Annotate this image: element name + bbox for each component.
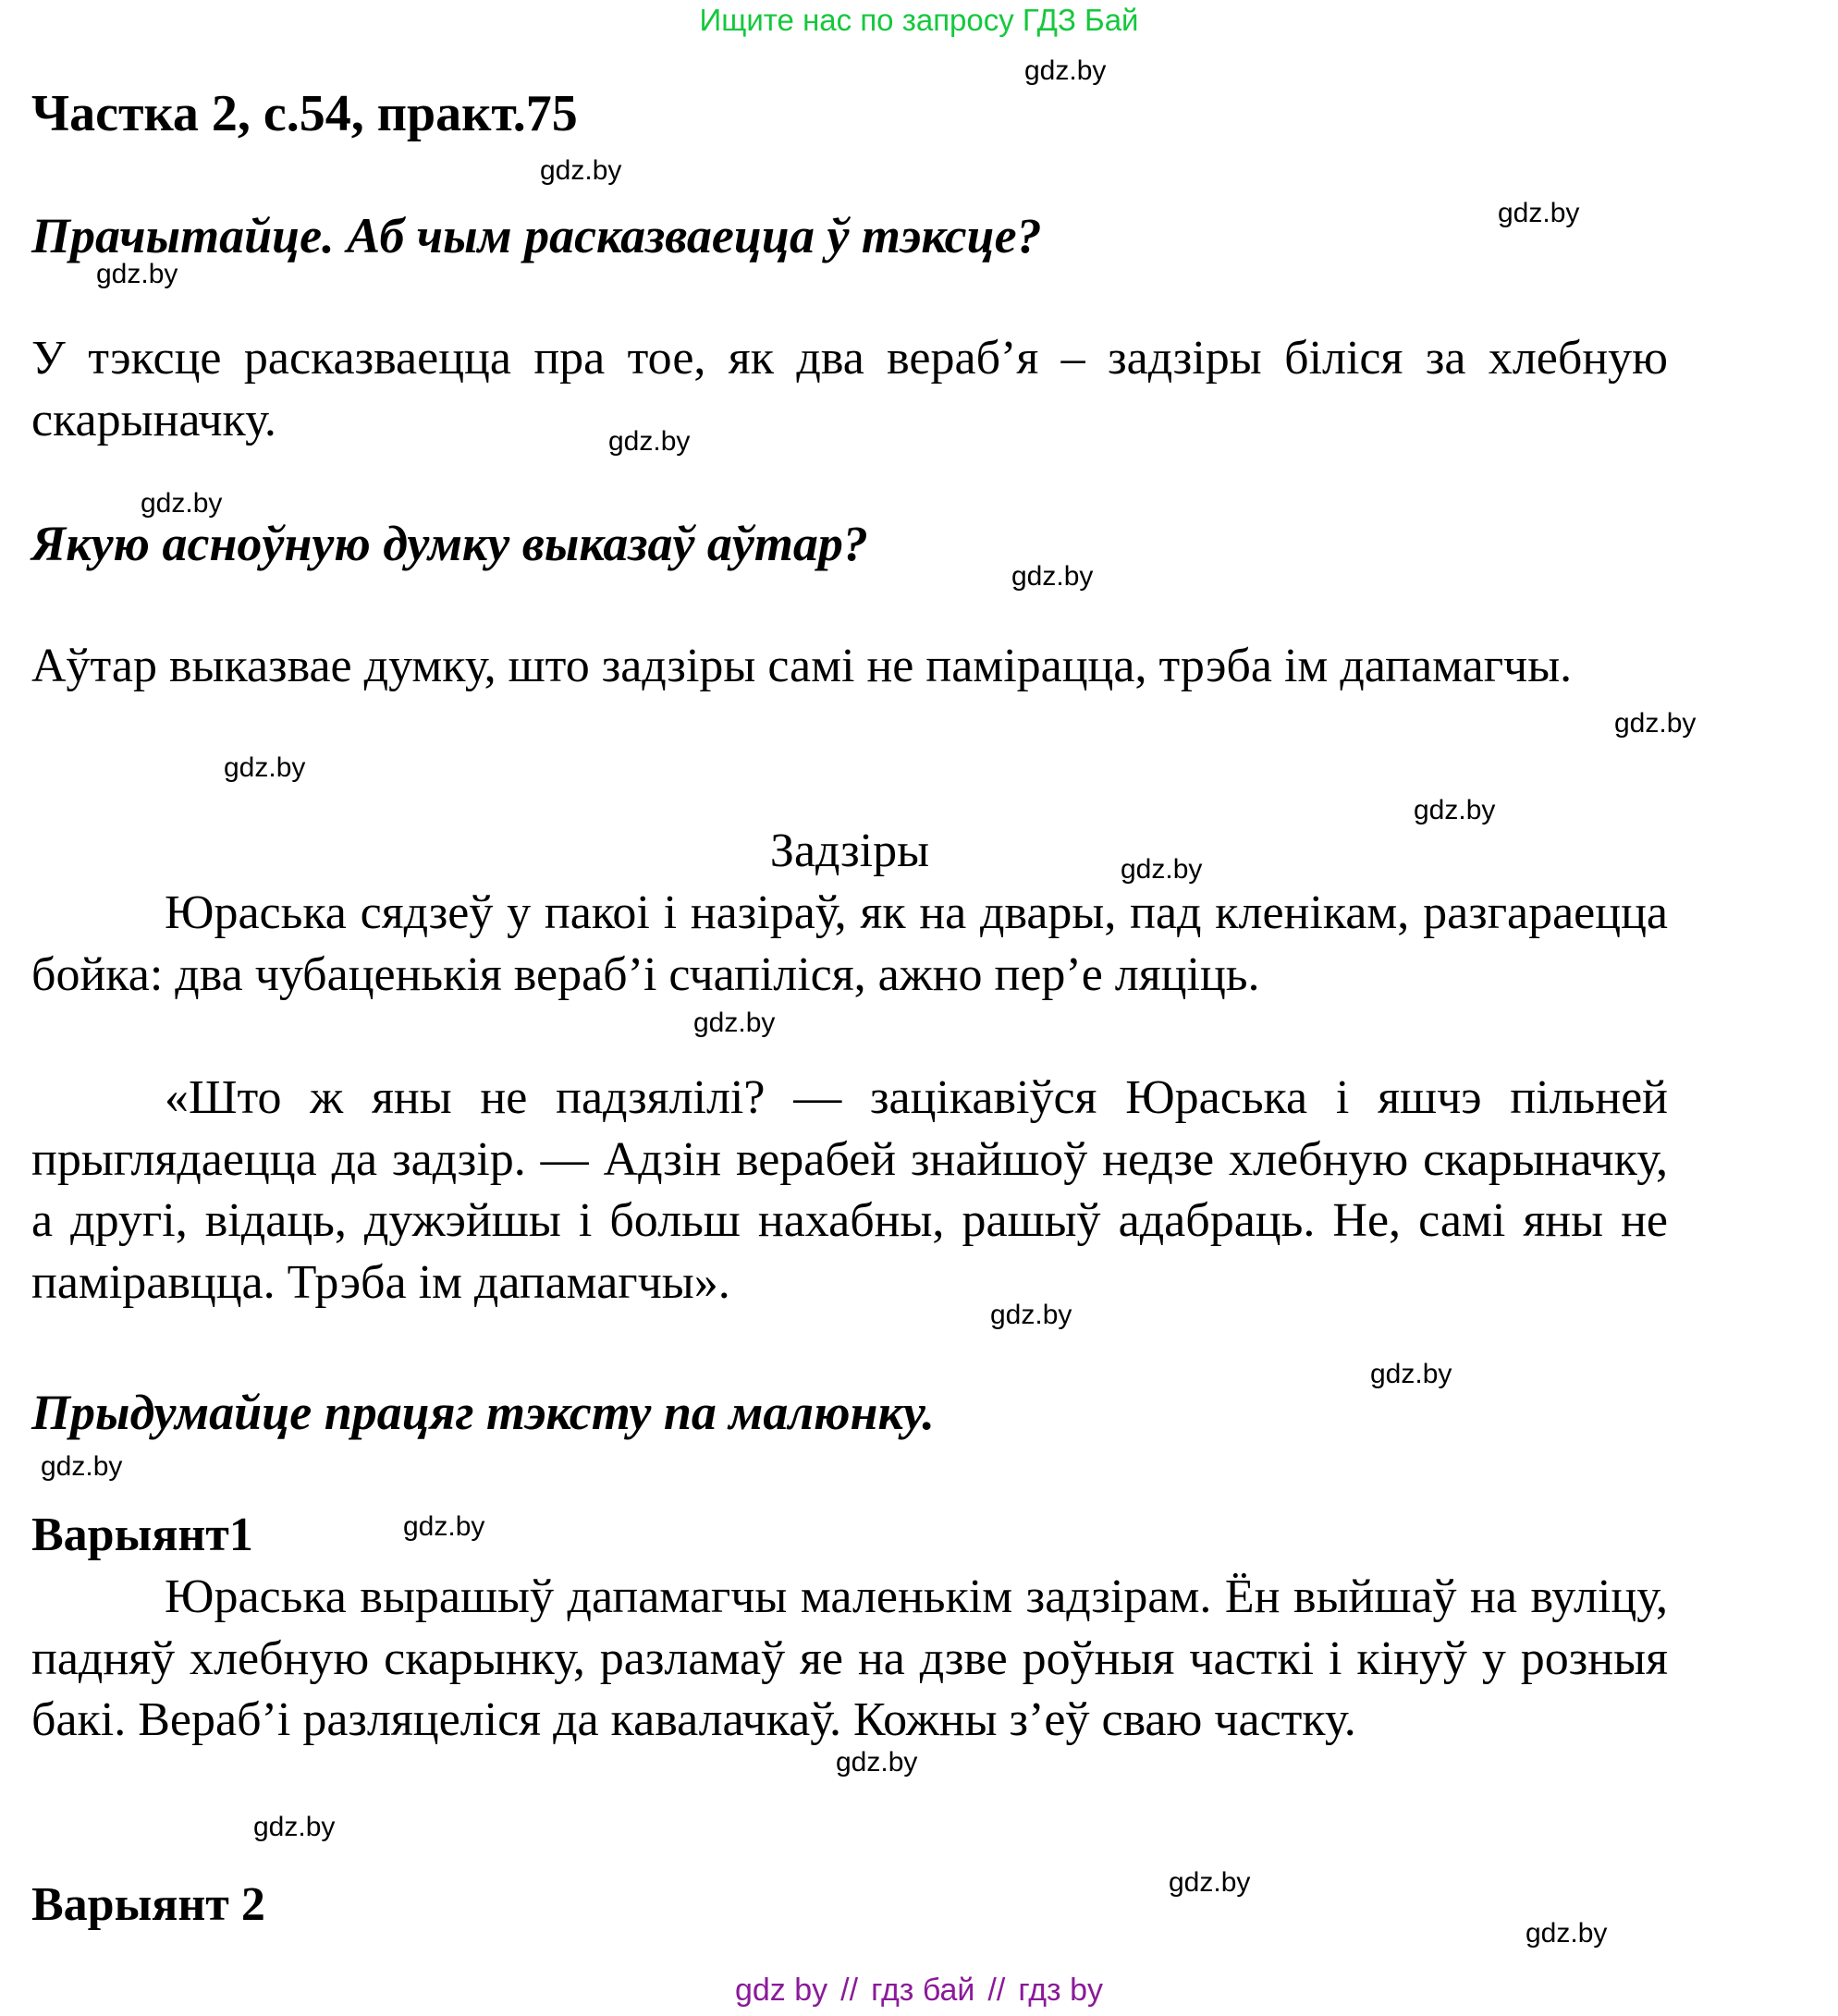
watermark: gdz.by [990, 1300, 1072, 1330]
watermark: gdz.by [1169, 1867, 1251, 1898]
top-banner: Ищите нас по запросу ГДЗ Бай [699, 3, 1139, 37]
footer-link-gdz-bai[interactable]: гдз бай [871, 1973, 975, 2008]
watermark: gdz.by [41, 1451, 123, 1482]
watermark: gdz.by [1024, 55, 1107, 86]
footer-link-gdz-by-cyr[interactable]: гдз by [1018, 1973, 1103, 2008]
watermark: gdz.by [540, 155, 622, 186]
watermark: gdz.by [1414, 795, 1496, 825]
watermark: gdz.by [403, 1511, 485, 1542]
watermark: gdz.by [1011, 561, 1094, 592]
watermark: gdz.by [608, 426, 691, 457]
question-1: Прачытайце. Аб чым расказваецца ў тэксце? [31, 208, 1042, 263]
watermark: gdz.by [253, 1812, 336, 1842]
watermark: gdz.by [693, 1008, 776, 1038]
question-2: Якую асноўную думку выказаў аўтар? [31, 516, 868, 571]
variant-1-text: Юраська вырашыў дапамагчы маленькім задзірам. Ён выйшаў на вуліцу, падняў хлебную скарынку, разламаў яе на дзве роўныя часткі і кінуў у розныя бакі. Вераб’і разляцеліся да кавалачкаў. Кожны з’еў сваю частку. [31, 1570, 1668, 1746]
watermark: gdz.by [1121, 854, 1203, 885]
text-title: Задзіры [769, 825, 930, 877]
answer-2: Аўтар выказвае думку, што задзіры самі не памірацца, трэба ім дапамагчы. [31, 640, 1573, 692]
variant-1-title: Варыянт1 [31, 1509, 253, 1561]
watermark: gdz.by [96, 259, 178, 289]
footer-link-gdz-by[interactable]: gdz by [734, 1973, 828, 2008]
footer-separator: // [987, 1973, 1006, 2008]
page-heading: Частка 2, с.54, практ.75 [31, 85, 578, 142]
watermark: gdz.by [1526, 1918, 1608, 1949]
footer [0, 1970, 1838, 2010]
watermark: gdz.by [224, 752, 306, 783]
text-paragraph-1: Юраська сядзеў у пакоі і назіраў, як на двары, пад кленікам, разгараецца бойка: два чубаценькія вераб’і счапіліся, ажно пер’е ляціць. [31, 886, 1668, 1001]
answer-1: У тэксце расказваецца пра тое, як два вераб’я – задзіры біліся за хлебную скарыначку. [31, 332, 1668, 446]
question-3: Прыдумайце працяг тэксту па малюнку. [31, 1385, 935, 1440]
variant-2-title: Варыянт 2 [31, 1878, 265, 1931]
watermark: gdz.by [141, 488, 223, 519]
watermark: gdz.by [836, 1747, 918, 1778]
watermark: gdz.by [1614, 708, 1697, 739]
text-paragraph-2: «Што ж яны не падзялілі? — зацікавіўся Юраська і яшчэ пільней прыглядаецца да задзір. — Адзін верабей знайшоў недзе хлебную скарыначку, а другі, відаць, дужэйшы і больш нахабны, рашыў адабраць. Не, самі яны не паміравцца. Трэба ім дапамагчы». [31, 1071, 1668, 1309]
watermark: gdz.by [1370, 1359, 1452, 1389]
watermark: gdz.by [1498, 198, 1580, 228]
footer-separator: // [840, 1973, 859, 2008]
